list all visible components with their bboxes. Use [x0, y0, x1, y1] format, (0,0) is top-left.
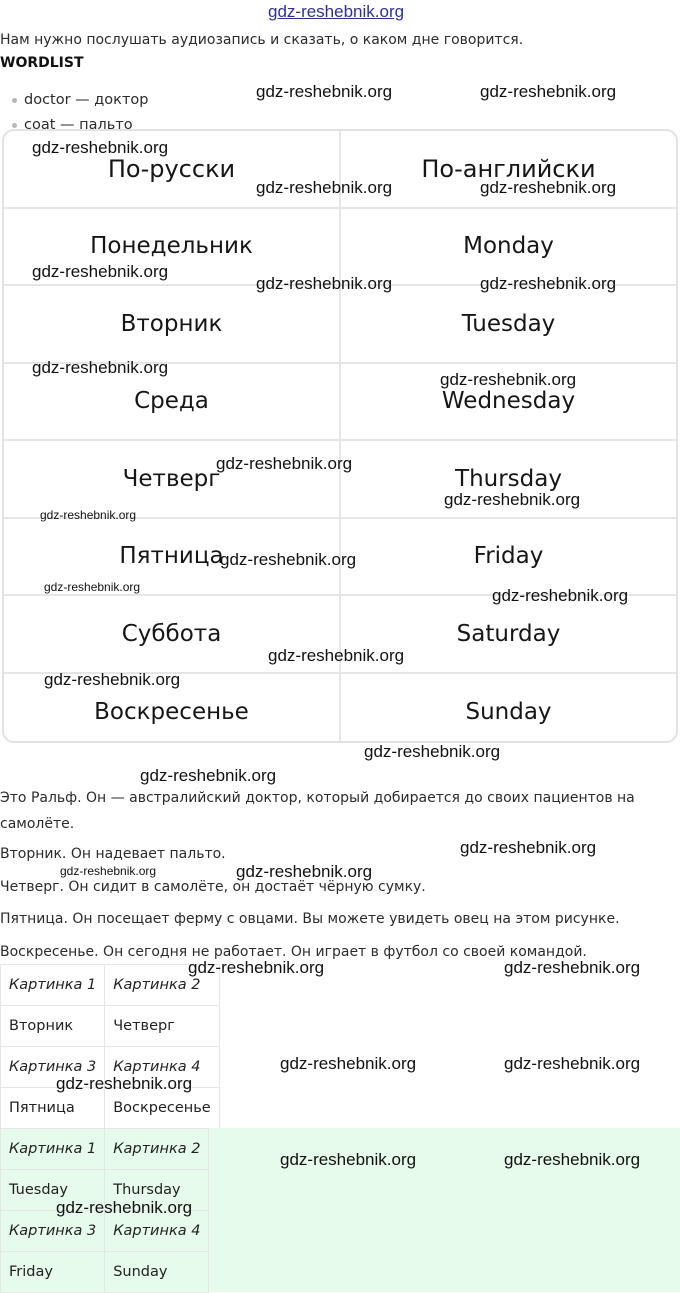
- day-english: Friday: [473, 543, 544, 570]
- picture-label: Картинка 4: [105, 1211, 209, 1252]
- day-russian: Суббота: [4, 596, 341, 672]
- watermark: gdz-reshebnik.org: [280, 1054, 417, 1073]
- story-paragraph: Это Ральф. Он — австралийский доктор, который добирается до своих пациентов на самолёте.: [0, 790, 635, 832]
- watermark: gdz-reshebnik.org: [504, 1150, 641, 1169]
- watermark: gdz-reshebnik.org: [56, 1074, 193, 1093]
- wordlist-item-text: doctor — доктор: [24, 92, 149, 108]
- story-paragraph: Вторник. Он надевает пальто.: [0, 846, 226, 862]
- day-russian: Воскресенье: [4, 674, 341, 744]
- day-english: Sunday: [465, 699, 552, 726]
- answer-cell: Четверг: [105, 1006, 220, 1047]
- wordlist-item-text: coat — пальто: [24, 117, 133, 129]
- picture-label: Картинка 4: [105, 1047, 220, 1088]
- watermark: gdz-reshebnik.org: [280, 1150, 417, 1169]
- answer-cell: Пятница: [1, 1088, 105, 1129]
- bullet-icon: [12, 98, 17, 103]
- watermark: gdz-reshebnik.org: [60, 864, 157, 878]
- table-row: [4, 286, 676, 364]
- story-paragraph: Пятница. Он посещает ферму с овцами. Вы можете увидеть овец на этом рисунке.: [0, 911, 620, 927]
- table-row: [1, 1006, 220, 1047]
- answer-cell: Friday: [1, 1252, 105, 1293]
- watermark: gdz-reshebnik.org: [256, 82, 393, 101]
- day-russian: Пятница: [4, 519, 341, 595]
- answer-cell: Sunday: [105, 1252, 209, 1293]
- wordlist-item: [12, 117, 133, 129]
- watermark: gdz-reshebnik.org: [480, 274, 617, 293]
- day-russian: Четверг: [4, 441, 341, 517]
- watermark: gdz-reshebnik.org: [44, 670, 181, 689]
- watermark: gdz-reshebnik.org: [32, 138, 169, 157]
- watermark: gdz-reshebnik.org: [44, 580, 141, 594]
- watermark: gdz-reshebnik.org: [440, 370, 577, 389]
- day-english: Thursday: [455, 465, 562, 492]
- answer-cell: Воскресенье: [105, 1088, 220, 1129]
- picture-label: Картинка 2: [105, 1129, 209, 1170]
- watermark: gdz-reshebnik.org: [480, 178, 617, 197]
- watermark: gdz-reshebnik.org: [140, 766, 277, 785]
- watermark: gdz-reshebnik.org: [256, 178, 393, 197]
- watermark: gdz-reshebnik.org: [236, 862, 373, 881]
- day-russian: Среда: [4, 364, 341, 440]
- bullet-icon: [12, 123, 17, 128]
- day-english: Saturday: [456, 620, 561, 647]
- watermark: gdz-reshebnik.org: [364, 742, 501, 761]
- story-paragraph: Воскресенье. Он сегодня не работает. Он играет в футбол со своей командой.: [0, 944, 587, 960]
- answer-cell: Thursday: [105, 1170, 209, 1211]
- wordlist-title: WORDLIST: [0, 55, 84, 71]
- header-russian: По-русски: [4, 131, 341, 207]
- watermark: gdz-reshebnik.org: [460, 838, 597, 857]
- watermark: gdz-reshebnik.org: [40, 508, 137, 522]
- watermark: gdz-reshebnik.org: [56, 1198, 193, 1217]
- watermark: gdz-reshebnik.org: [504, 958, 641, 977]
- table-row: [1, 1252, 209, 1293]
- day-english: Wednesday: [441, 388, 576, 415]
- watermark: gdz-reshebnik.org: [220, 550, 357, 569]
- answer-cell: Вторник: [1, 1006, 105, 1047]
- picture-label: Картинка 2: [105, 965, 220, 1006]
- day-english: Tuesday: [461, 310, 556, 337]
- picture-label: Картинка 3: [1, 1211, 105, 1252]
- watermark: gdz-reshebnik.org: [188, 958, 325, 977]
- intro-text: Нам нужно послушать аудиозапись и сказать, о каком дне говорится.: [0, 32, 524, 48]
- picture-label: Картинка 3: [1, 1047, 105, 1088]
- answer-grid-russian: [0, 964, 220, 1129]
- day-english: Monday: [463, 233, 554, 260]
- header-english: По-английски: [421, 154, 596, 183]
- day-russian: Вторник: [4, 286, 341, 362]
- picture-label: Картинка 1: [1, 965, 105, 1006]
- wordlist-item: [12, 92, 148, 108]
- watermark: gdz-reshebnik.org: [480, 82, 617, 101]
- day-russian: Понедельник: [4, 209, 341, 285]
- table-row: [1, 1129, 209, 1170]
- watermark-top[interactable]: gdz-reshebnik.org: [268, 2, 405, 21]
- picture-label: Картинка 1: [1, 1129, 105, 1170]
- story-paragraph: Четверг. Он сидит в самолёте, он достаёт чёрную сумку.: [0, 879, 426, 895]
- watermark: gdz-reshebnik.org: [256, 274, 393, 293]
- table-row: [1, 965, 220, 1006]
- watermark: gdz-reshebnik.org: [32, 262, 169, 281]
- watermark: gdz-reshebnik.org: [268, 646, 405, 665]
- watermark: gdz-reshebnik.org: [32, 358, 169, 377]
- watermark: gdz-reshebnik.org: [216, 454, 353, 473]
- answer-cell: Tuesday: [1, 1170, 105, 1211]
- watermark: gdz-reshebnik.org: [504, 1054, 641, 1073]
- watermark: gdz-reshebnik.org: [492, 586, 629, 605]
- watermark: gdz-reshebnik.org: [444, 490, 581, 509]
